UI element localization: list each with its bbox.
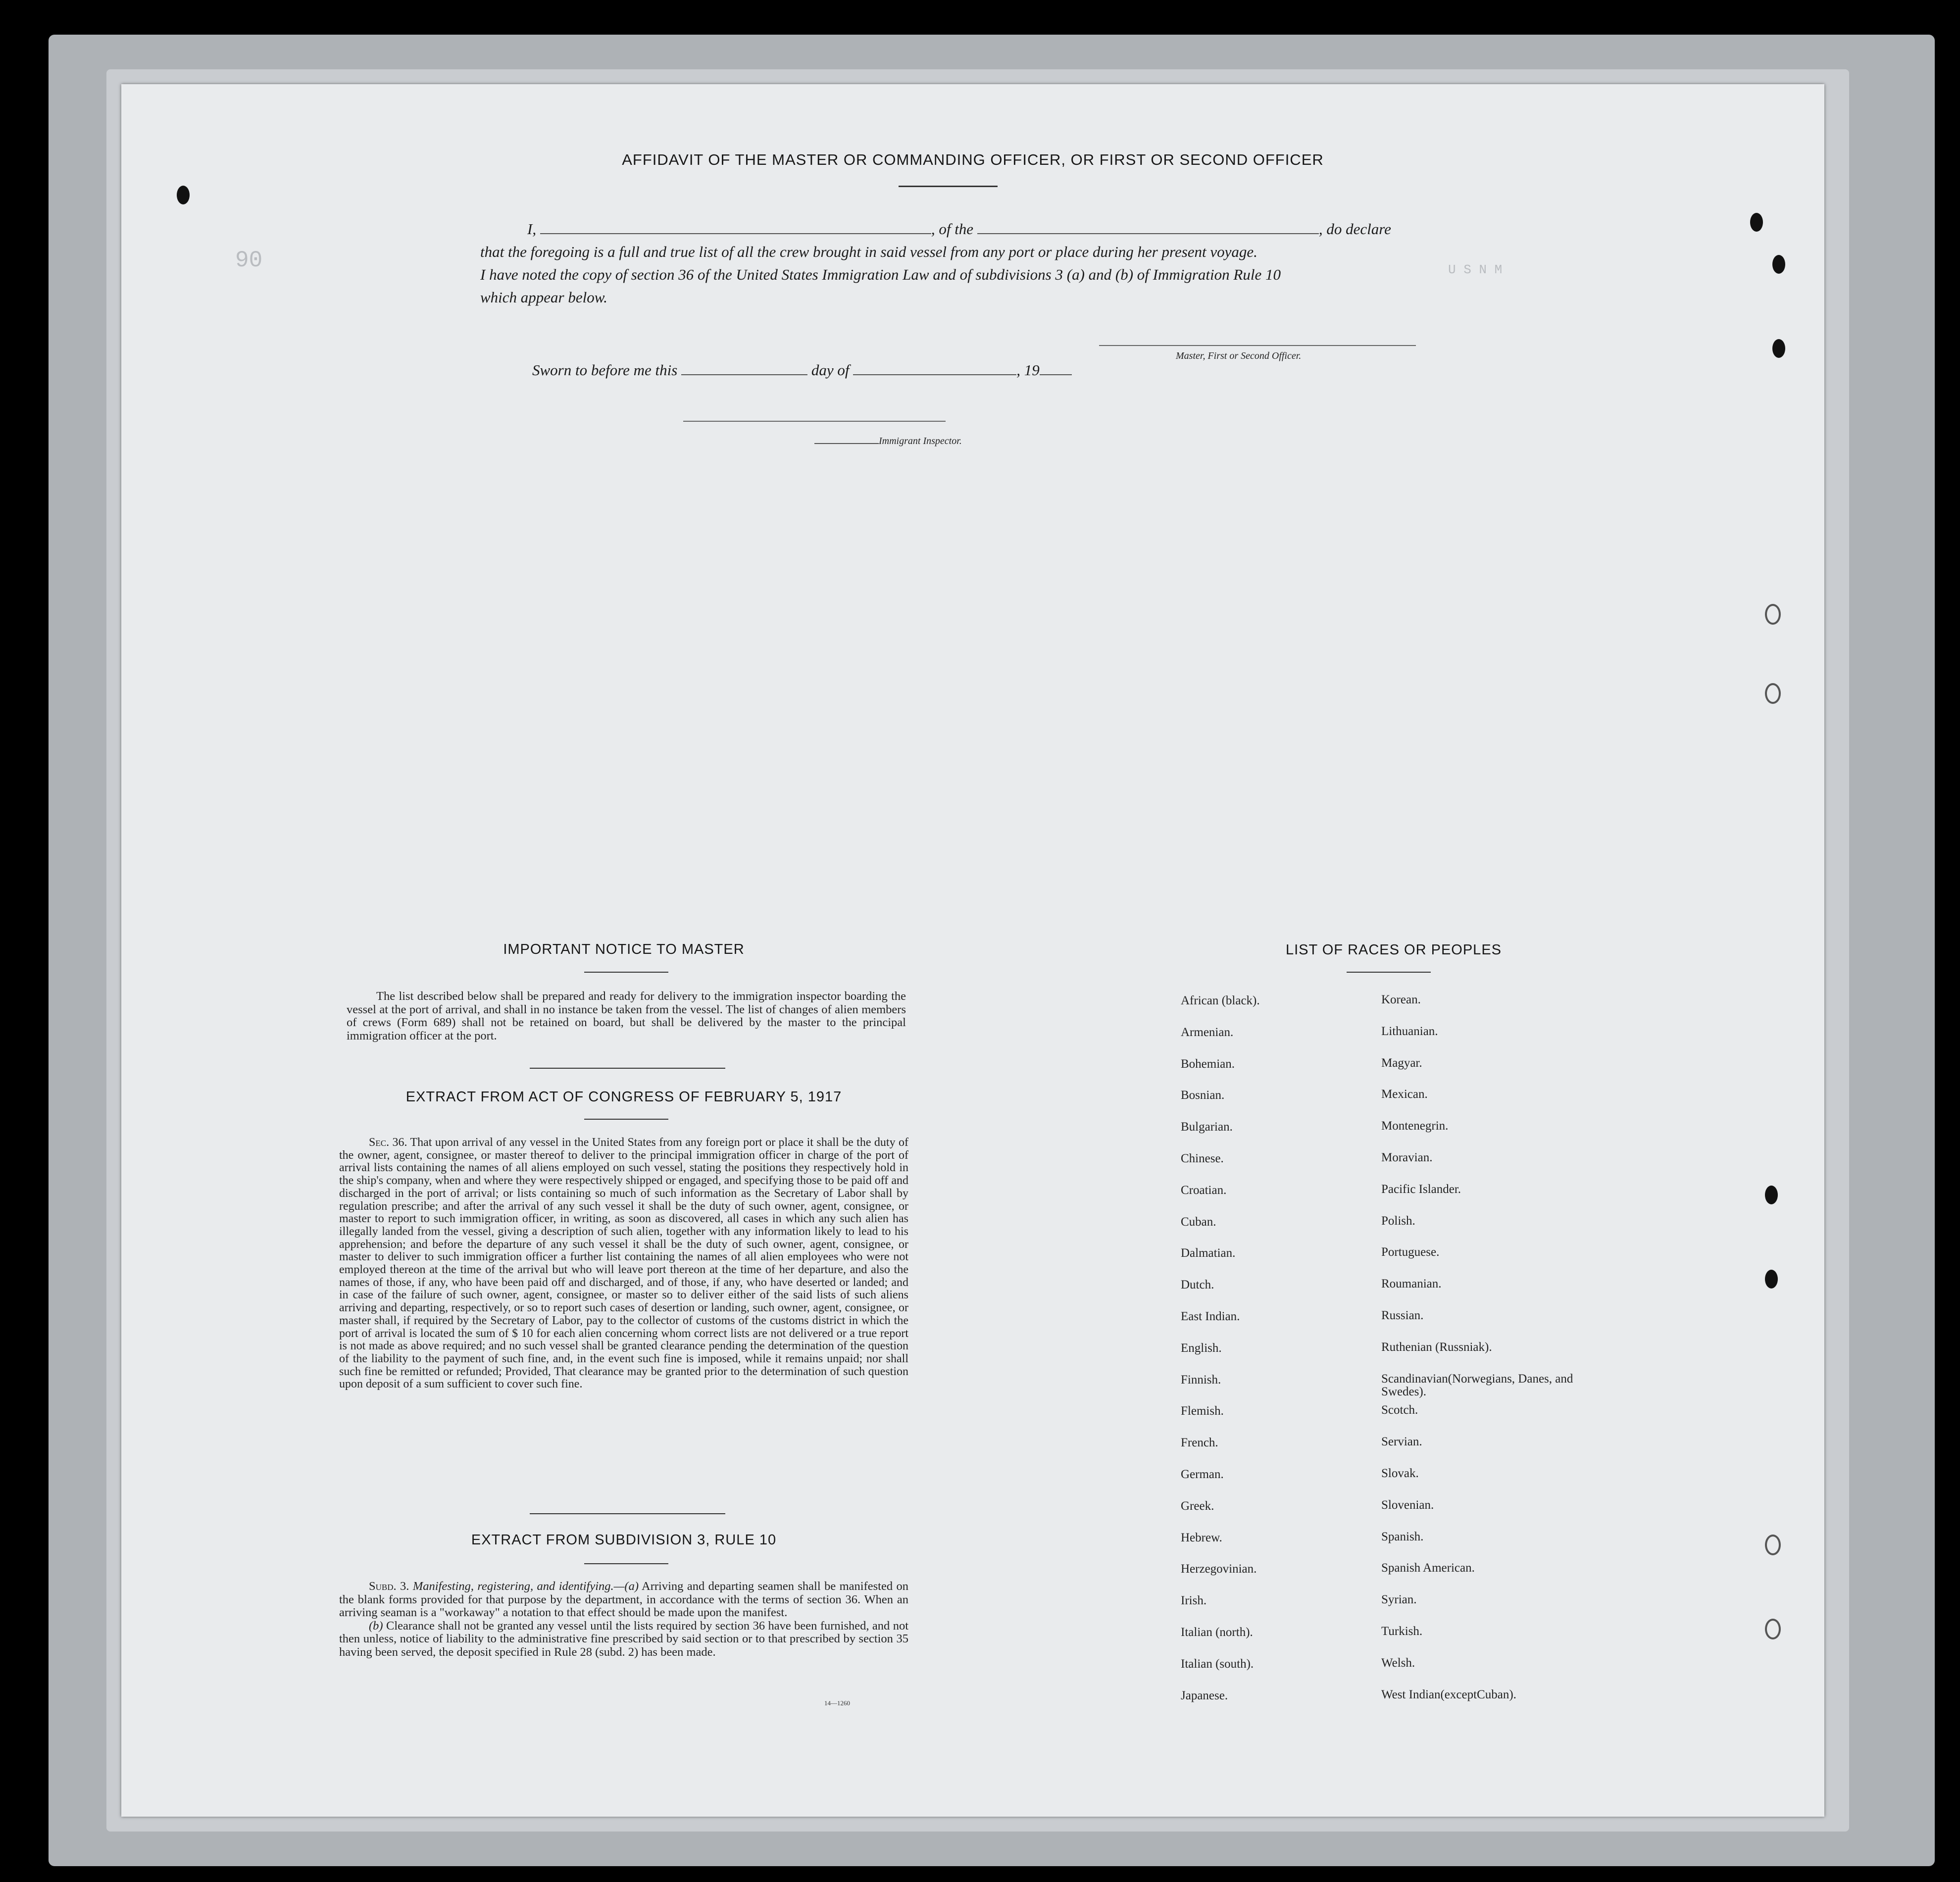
- act-extract-divider: [530, 1513, 725, 1514]
- race-entry: Russian.: [1381, 1308, 1424, 1322]
- form-number: 14—1260: [824, 1699, 850, 1707]
- races-left-column: [1181, 993, 1359, 1720]
- race-entry: Roumanian.: [1381, 1277, 1442, 1291]
- race-entry: Finnish.: [1181, 1373, 1221, 1387]
- race-entry: Turkish.: [1381, 1624, 1423, 1638]
- notice-title-rule: [584, 972, 668, 973]
- race-entry: Pacific Islander.: [1381, 1182, 1461, 1196]
- races-right-column: [1381, 993, 1589, 1720]
- affidavit-text: [480, 218, 1421, 309]
- race-entry: Spanish American.: [1381, 1561, 1475, 1575]
- race-entry: Scotch.: [1381, 1403, 1418, 1417]
- sworn-prefix: Sworn to before me this: [532, 361, 678, 379]
- race-entry: Syrian.: [1381, 1593, 1417, 1607]
- binder-hole: [1772, 339, 1785, 358]
- affidavit-declare-label: , do declare: [1318, 220, 1391, 238]
- inspector-caption: [814, 436, 962, 447]
- race-entry: Herzegovinian.: [1181, 1562, 1257, 1576]
- act-extract-text-content: That upon arrival of any vessel in the United States from any foreign port or place it shall be the duty of the owner, agent, consignee, or master thereof to deliver to the principal immigration officer in charge of the port of arrival lists containing the names of all aliens employed on such vessel, stating the positions they respectively hold in the ship's company, when and where they were respectively shipped or engaged, and specifying those to be paid off and discharged in the port of arrival; or lists containing so much of such information as the Secretary of Labor shall by regulation prescribe; and after the arrival of any such vessel it shall be the duty of such owner, agent, consignee, or master to report to such immigration officer, in writing, as soon as discovered, all cases in which any such alien has illegally landed from the vessel, giving a description of such alien, together with any information likely to lead to his apprehension; and before the departure of any such vessel it shall be the duty of such owner, agent, consignee, or master to deliver to such immigration officer a further list containing the names of all alien employees who were not employed thereon at the time of the arrival but who will leave port thereon at the time of her departure, and also the names of those, if any, who have been paid off and discharged, and of those, if any, who have deserted or landed; and in case of the failure of such owner, agent, consignee, or master so to deliver either of the said lists of such aliens arriving and departing, respectively, or so to report such cases of desertion or landing, such owner, agent, consignee, or master shall, if required by the Secretary of Labor, pay to the collector of customs of the customs district in which the port of arrival is located the sum of $ 10 for each alien concerning whom correct lists are not delivered or a true report is not made as above required; and no such vessel shall be granted clearance pending the determination of the question of the liability to the payment of such fine, and, in the event such fine is imposed, while it remains unpaid; nor shall such fine be remitted or refunded; Provided, That clearance may be granted prior to the determination of such question upon deposit of a sum sufficient to cover such fine.: [339, 1136, 908, 1391]
- binder-hole: [1765, 683, 1781, 704]
- race-entry: West Indian(exceptCuban).: [1381, 1687, 1516, 1701]
- master-signature-line[interactable]: [1099, 345, 1416, 346]
- race-entry: Italian (north).: [1181, 1625, 1253, 1639]
- races-title: LIST OF RACES OR PEOPLES: [1285, 942, 1502, 958]
- affidavit-line-3: I have noted the copy of section 36 of the United States Immigration Law and of subdivisions 3 (a) and (b) of Immigration Rule 10: [480, 266, 1281, 283]
- race-entry: German.: [1181, 1467, 1224, 1481]
- inspector-caption-text: Immigrant Inspector.: [879, 436, 962, 446]
- race-entry: Korean.: [1381, 993, 1421, 1006]
- race-entry: Montenegrin.: [1381, 1119, 1449, 1133]
- affidavit-line-4: which appear below.: [480, 289, 607, 306]
- affidavit-line-2: that the foregoing is a full and true list of all the crew brought in said vessel from any port or place during her present voyage.: [480, 243, 1257, 260]
- act-extract-title: EXTRACT FROM ACT OF CONGRESS OF FEBRUARY 5, 1917: [405, 1089, 842, 1105]
- master-signature-caption: Master, First or Second Officer.: [1176, 350, 1302, 361]
- race-entry: Servian.: [1381, 1435, 1422, 1449]
- race-entry: Portuguese.: [1381, 1245, 1440, 1259]
- act-extract-text: [339, 1137, 908, 1391]
- race-entry: Flemish.: [1181, 1404, 1224, 1418]
- sworn-line: [532, 359, 1072, 382]
- notice-text-content: The list described below shall be prepared and ready for delivery to the immigration inspector boarding the vessel at the port of arrival, and shall in no instance be taken from the vessel. The list of changes of alien members of crews (Form 689) shall not be retained on board, but shall be delivered by the master to the principal immigration officer at the port.: [347, 990, 906, 1042]
- race-entry: Chinese.: [1181, 1151, 1224, 1165]
- affidavit-i-label: I,: [527, 220, 537, 238]
- race-entry: Japanese.: [1181, 1688, 1228, 1702]
- race-entry: Ruthenian (Russniak).: [1381, 1340, 1492, 1354]
- rule-subd-label: Subd. 3.: [369, 1580, 409, 1593]
- race-entry: Croatian.: [1181, 1183, 1227, 1197]
- sworn-month-field[interactable]: [853, 362, 1016, 375]
- race-entry: Mexican.: [1381, 1088, 1428, 1101]
- act-extract-title-rule: [584, 1119, 668, 1120]
- race-entry: Spanish.: [1381, 1530, 1424, 1543]
- binder-hole: [177, 186, 190, 204]
- binder-hole: [1750, 213, 1763, 232]
- race-entry: Dutch.: [1181, 1278, 1214, 1292]
- vessel-name-field[interactable]: [977, 221, 1319, 234]
- binder-hole: [1765, 1270, 1778, 1288]
- race-entry: Bohemian.: [1181, 1057, 1235, 1071]
- race-entry: French.: [1181, 1436, 1218, 1450]
- affidavit-of-the-label: , of the: [931, 220, 974, 238]
- notice-title: IMPORTANT NOTICE TO MASTER: [503, 941, 745, 957]
- race-entry: Hebrew.: [1181, 1531, 1222, 1544]
- race-entry: Dalmatian.: [1181, 1246, 1236, 1260]
- race-entry: English.: [1181, 1341, 1222, 1355]
- bleed-through-text: 90: [235, 248, 263, 273]
- races-title-rule: [1347, 972, 1431, 973]
- rule-text-b: Clearance shall not be granted any vessel until the lists required by section 36 have been furnished, and not then unless, notice of liability to the administrative fine prescribed by said section or to that prescribed by section 35 having been served, the deposit specified in Rule 28 (subd. 2) has been made.: [339, 1619, 909, 1659]
- document-page: [121, 84, 1824, 1817]
- binder-hole: [1765, 1186, 1778, 1204]
- race-entry: Welsh.: [1381, 1656, 1415, 1670]
- binder-hole: [1765, 604, 1781, 625]
- affidavit-title-rule: [899, 186, 998, 187]
- officer-name-field[interactable]: [540, 221, 931, 234]
- rule-extract-title-rule: [584, 1563, 668, 1564]
- sworn-year-field[interactable]: [1040, 362, 1072, 375]
- race-entry: Magyar.: [1381, 1056, 1422, 1070]
- rule-extract-text: [339, 1580, 908, 1659]
- binder-hole: [1772, 255, 1785, 274]
- race-entry: Bosnian.: [1181, 1089, 1225, 1102]
- race-entry: African (black).: [1181, 994, 1260, 1007]
- race-entry: Italian (south).: [1181, 1657, 1254, 1671]
- race-entry: Scandinavian(Norwegians, Danes, and Swedes).: [1381, 1372, 1573, 1398]
- race-entry: Greek.: [1181, 1499, 1214, 1513]
- sworn-year-label: , 19: [1016, 361, 1040, 379]
- inspector-signature-line[interactable]: [683, 421, 946, 422]
- affidavit-title: AFFIDAVIT OF THE MASTER OR COMMANDING OFFICER, OR FIRST OR SECOND OFFICER: [622, 151, 1324, 168]
- race-entry: Irish.: [1181, 1594, 1207, 1608]
- rule-label-b: (b): [369, 1619, 383, 1633]
- notice-text: [347, 990, 906, 1042]
- race-entry: Lithuanian.: [1381, 1024, 1438, 1038]
- race-entry: Slovenian.: [1381, 1498, 1434, 1512]
- sworn-day-of-label: day of: [811, 361, 850, 379]
- bleed-through-text: U S N M: [1448, 262, 1503, 277]
- binder-hole: [1765, 1619, 1781, 1639]
- race-entry: East Indian.: [1181, 1309, 1240, 1323]
- race-entry: Bulgarian.: [1181, 1120, 1233, 1134]
- race-entry: Slovak.: [1381, 1466, 1419, 1480]
- race-entry: Armenian.: [1181, 1025, 1234, 1039]
- notice-divider: [530, 1068, 725, 1069]
- rule-text-a: Arriving and departing seamen shall be manifested on the blank forms provided for that purpose by the department, in accordance with the terms of section 36. When an arriving seaman is a "workaway" a notation to that effect should be made upon the manifest.: [339, 1580, 908, 1619]
- rule-subd-heading: Manifesting, registering, and identifying.—(a): [412, 1580, 639, 1593]
- race-entry: Cuban.: [1181, 1215, 1216, 1229]
- sworn-day-field[interactable]: [681, 362, 807, 375]
- race-entry: Polish.: [1381, 1214, 1415, 1228]
- act-section-label: Sec. 36.: [369, 1136, 407, 1149]
- race-entry: Moravian.: [1381, 1150, 1433, 1164]
- binder-hole: [1765, 1535, 1781, 1555]
- rule-extract-title: EXTRACT FROM SUBDIVISION 3, RULE 10: [471, 1532, 777, 1548]
